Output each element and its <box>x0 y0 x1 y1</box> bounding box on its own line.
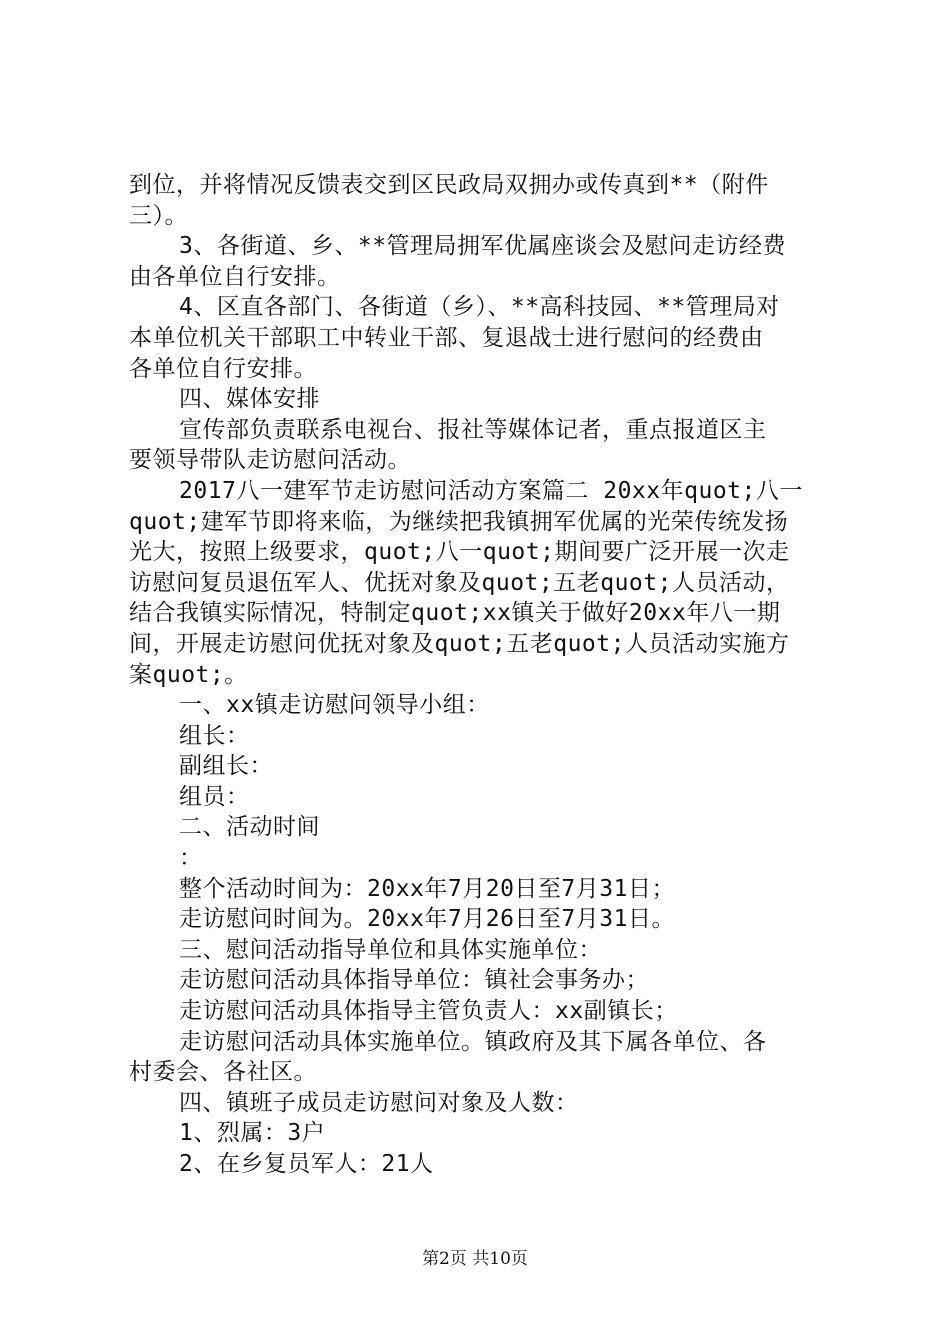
text-line: 光大，按照上级要求，quot;八一quot;期间要广泛开展一次走 <box>129 539 790 566</box>
text-line: 2、在乡复员军人：21人 <box>179 1151 434 1177</box>
text-line: 组员： <box>179 783 250 810</box>
text-line: 到位，并将情况反馈表交到区民政局双拥办或传真到**（附件 <box>129 172 769 198</box>
text-line: 2017八一建军节走访慰问活动方案篇二 20xx年quot;八一 <box>179 477 803 504</box>
text-line: 三、慰问活动指导单位和具体实施单位： <box>179 936 602 963</box>
text-line: ： <box>179 845 203 872</box>
text-line: 四、镇班子成员走访慰问对象及人数： <box>179 1089 579 1116</box>
text-line: 由各单位自行安排。 <box>129 263 341 290</box>
text-line: 副组长： <box>179 753 273 780</box>
text-line: 本单位机关干部职工中转业干部、复退战士进行慰问的经费由 <box>129 324 764 351</box>
text-line: 3、各街道、乡、**管理局拥军优属座谈会及慰问走访经费 <box>179 233 787 260</box>
text-line: 4、区直各部门、各街道（乡）、**高科技园、**管理局对 <box>179 294 780 321</box>
text-line: 组长： <box>179 722 250 749</box>
document-body <box>129 170 834 1180</box>
text-line: 宣传部负责联系电视台、报社等媒体记者，重点报道区主 <box>179 416 767 443</box>
text-line: 间，开展走访慰问优抚对象及quot;五老quot;人员活动实施方 <box>129 630 790 657</box>
text-line: 各单位自行安排。 <box>129 355 317 382</box>
text-line: quot;建军节即将来临，为继续把我镇拥军优属的光荣传统发扬 <box>129 508 789 535</box>
page-footer: 第2页 共10页 <box>422 1249 528 1269</box>
text-line: 一、xx镇走访慰问领导小组： <box>179 692 490 719</box>
text-line: 走访慰问时间为。20xx年7月26日至7月31日。 <box>179 906 675 933</box>
text-line: 整个活动时间为：20xx年7月20日至7月31日； <box>179 875 675 902</box>
text-line: 走访慰问活动具体指导单位：镇社会事务办； <box>179 967 649 994</box>
text-line: 走访慰问活动具体指导主管负责人：xx副镇长； <box>179 998 678 1025</box>
text-line: 村委会、各社区。 <box>129 1059 317 1086</box>
text-line: 1、烈属：3户 <box>179 1120 326 1147</box>
text-line: 三）。 <box>129 202 188 229</box>
text-line: 二、活动时间 <box>179 814 320 841</box>
text-line: 四、媒体安排 <box>179 386 320 413</box>
text-line: 要领导带队走访慰问活动。 <box>129 447 411 474</box>
text-line: 走访慰问活动具体实施单位。镇政府及其下属各单位、各 <box>179 1028 767 1055</box>
text-line: 访慰问复员退伍军人、优抚对象及quot;五老quot;人员活动， <box>129 569 790 596</box>
text-line: 案quot;。 <box>129 661 248 688</box>
text-line: 结合我镇实际情况，特制定quot;xx镇关于做好20xx年八一期 <box>129 600 781 627</box>
